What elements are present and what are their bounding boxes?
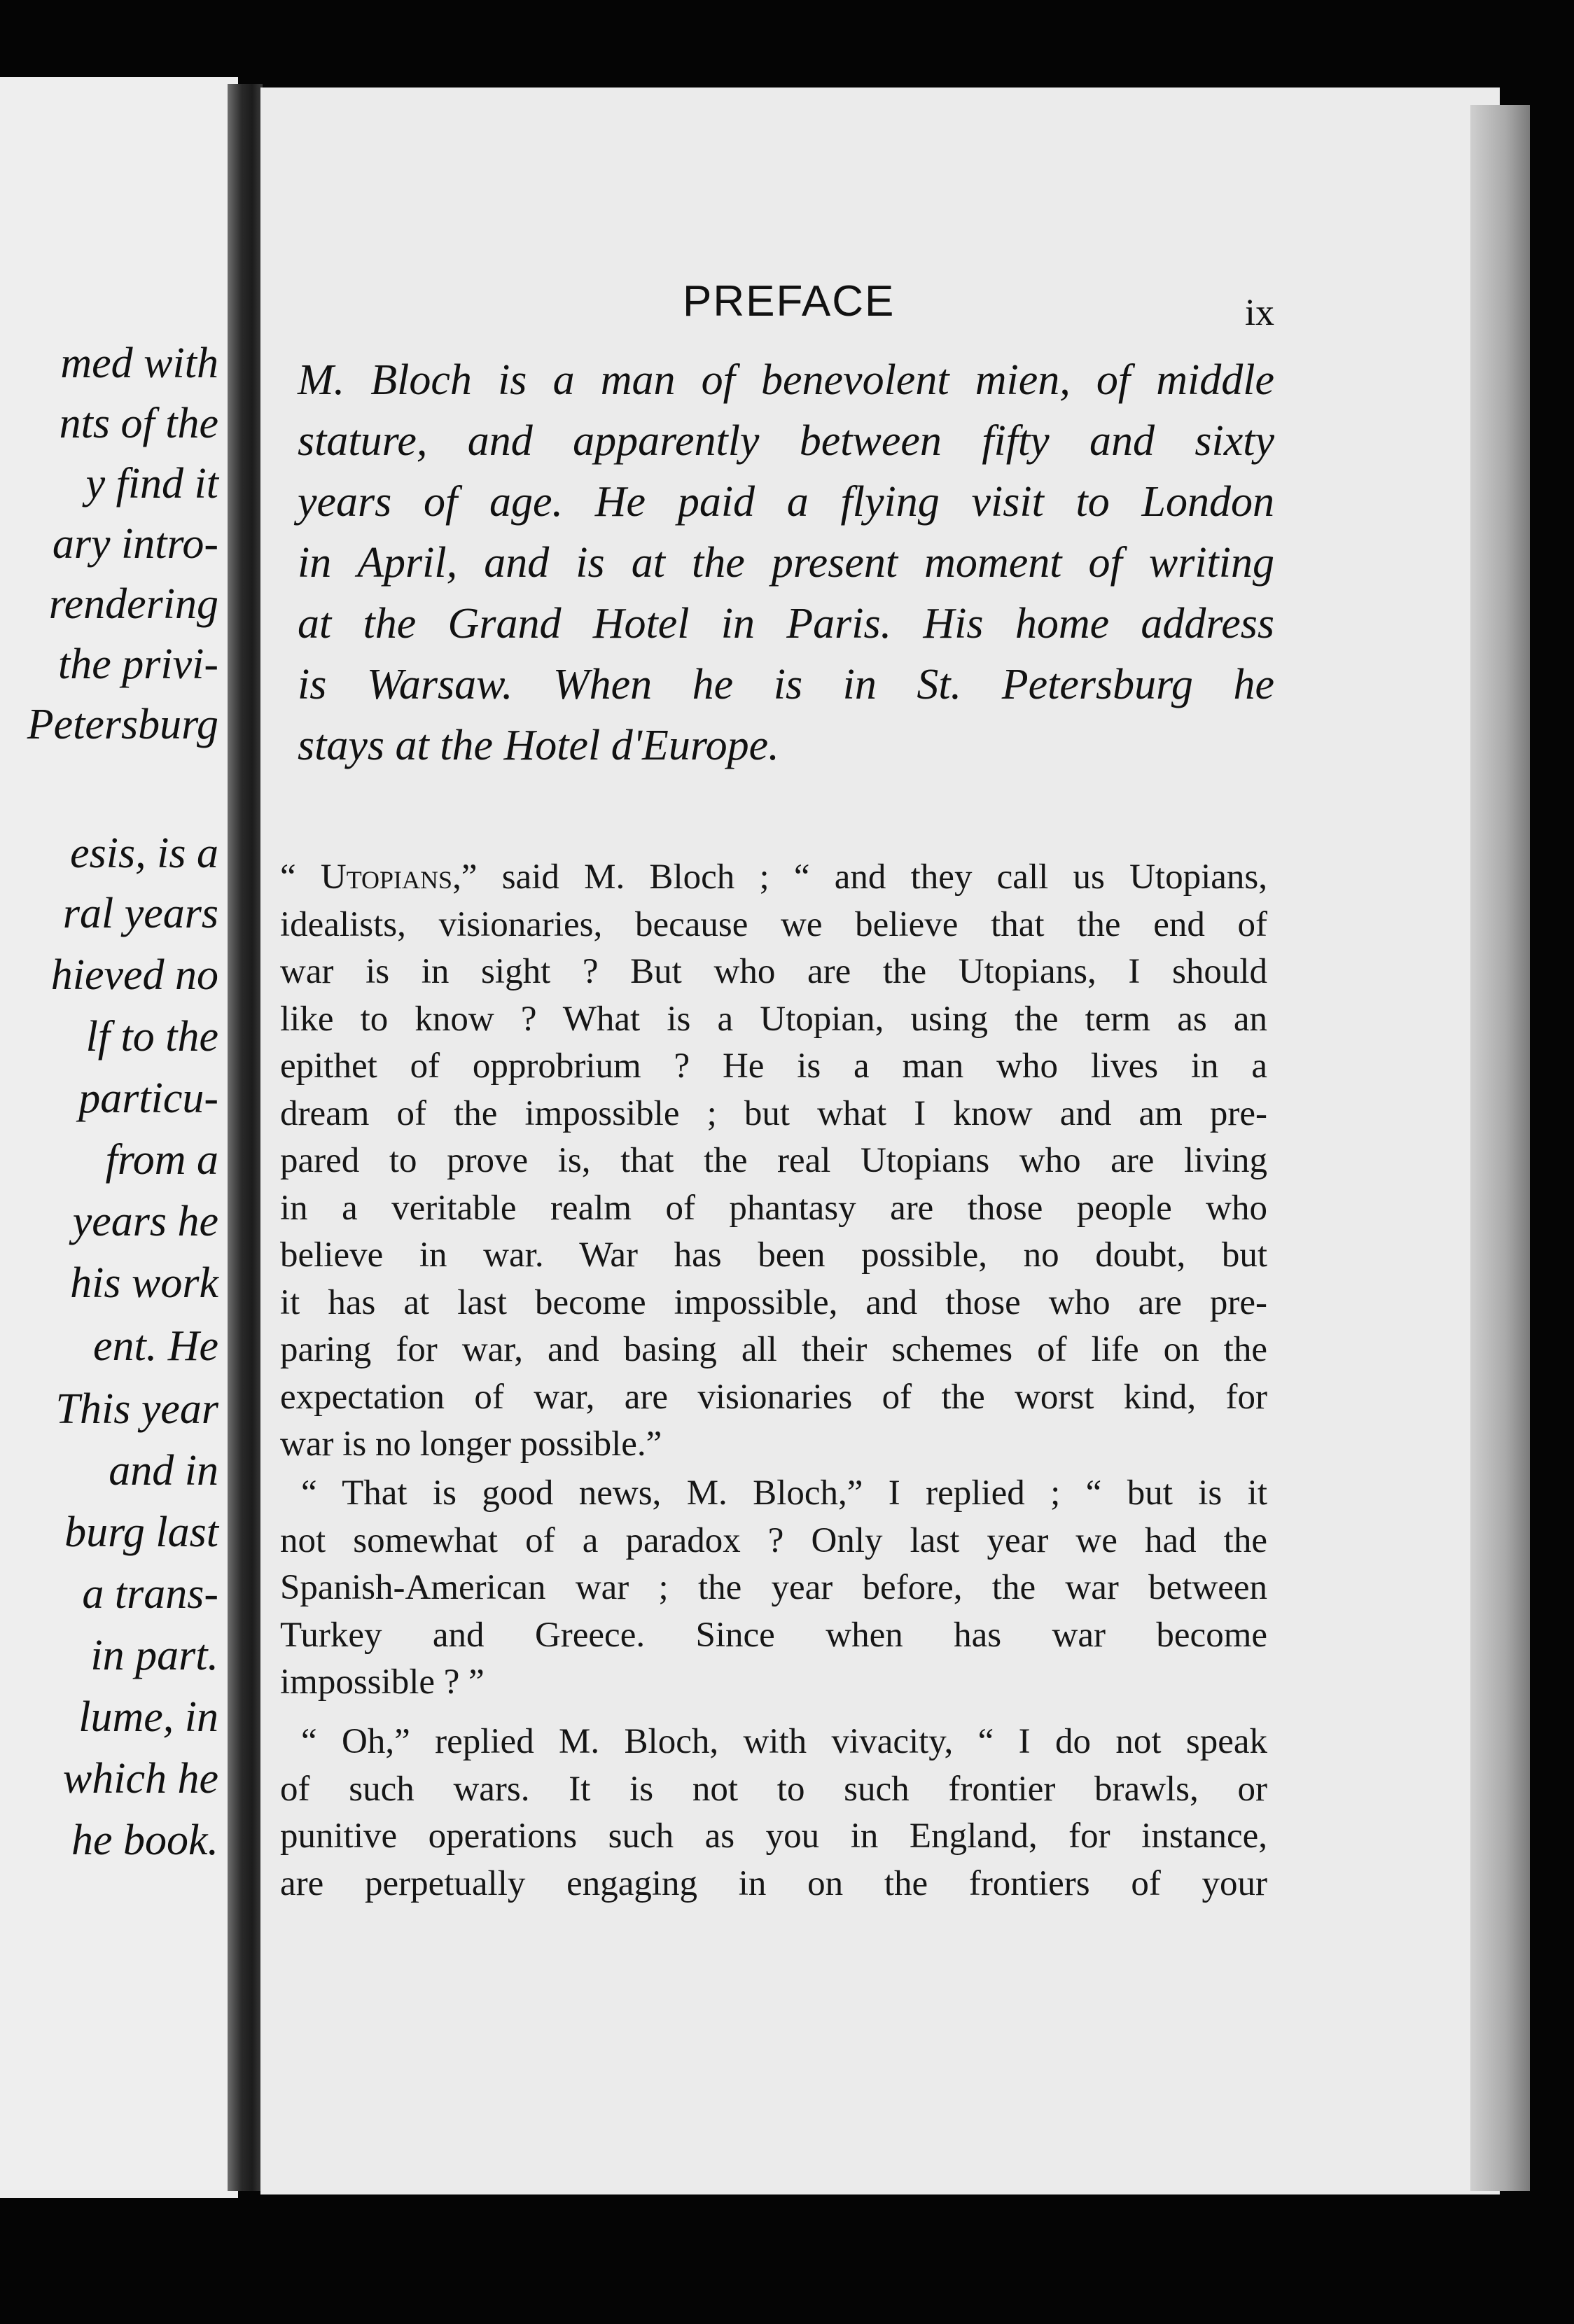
text-line: not somewhat of a paradox ? Only last year we had the (280, 1520, 1267, 1560)
text-line: believe in war. War has been possible, no doubt, but (280, 1236, 1267, 1275)
left-page (0, 77, 238, 2198)
intro-italic-paragraph (298, 350, 1274, 776)
left-page-fragment: ent. He (92, 1322, 218, 1370)
left-page-fragment: hieved no (50, 951, 218, 999)
left-page-fragment: particu- (78, 1074, 218, 1122)
left-page-fragment: y find it (85, 460, 218, 507)
body-paragraph-2 (280, 1470, 1267, 1707)
left-page-fragment: med with (60, 340, 218, 387)
text-line: like to know ? What is a Utopian, using the term as an (280, 999, 1267, 1039)
text-line: expectation of war, are visionaries of the worst kind, for (280, 1377, 1267, 1417)
text-line: of such wars. It is not to such frontier brawls, or (280, 1769, 1267, 1809)
left-page-fragment: rendering (48, 580, 218, 628)
left-page-fragment: lume, in (78, 1693, 218, 1741)
text-line: in a veritable realm of phantasy are those people who (280, 1188, 1267, 1228)
left-page-fragment: he book. (71, 1816, 218, 1864)
left-page-fragment: a trans- (82, 1570, 218, 1618)
left-page-fragment: ary intro- (52, 520, 218, 568)
paragraph-lead: “ Utopians,” (280, 858, 478, 897)
text-line: dream of the impossible ; but what I know and am pre- (280, 1093, 1267, 1133)
text-line: idealists, visionaries, because we believe that the end of (280, 904, 1267, 944)
left-page-fragment: his work (70, 1259, 218, 1307)
left-page-fragment: from a (105, 1136, 218, 1184)
text-line: years of age. He paid a flying visit to London (298, 478, 1274, 526)
left-page-fragment: nts of the (59, 400, 218, 447)
text-line: stature, and apparently between fifty and sixty (298, 417, 1274, 465)
book-gutter (228, 84, 263, 2191)
text-line: it has at last become impossible, and those who are pre- (280, 1282, 1267, 1322)
left-page-fragment: Petersburg (27, 701, 218, 748)
left-page-fragment: years he (72, 1198, 218, 1245)
left-page-fragment: This year (55, 1385, 218, 1433)
text-line: at the Grand Hotel in Paris. His home address (298, 600, 1274, 648)
page-edge (1470, 105, 1530, 2191)
left-page-fragment: esis, is a (70, 830, 218, 877)
text-line (280, 854, 1267, 902)
text-line: stays at the Hotel d'Europe. (298, 722, 779, 769)
text-line: punitive operations such as you in England, for instance, (280, 1816, 1267, 1856)
text-line: are perpetually engaging in on the frontiers of your (280, 1863, 1267, 1903)
body-paragraph-3 (280, 1718, 1267, 1907)
left-page-fragment: in part. (90, 1632, 218, 1679)
text-line: impossible ? ” (280, 1662, 485, 1702)
left-page-fragment: lf to the (85, 1013, 218, 1060)
text-line: war is no longer possible.” (280, 1424, 662, 1464)
text-line: epithet of opprobrium ? He is a man who lives in a (280, 1046, 1267, 1086)
text-line: Turkey and Greece. Since when has war become (280, 1615, 1267, 1655)
left-page-fragment: ral years (62, 890, 218, 937)
text-line: “ Oh,” replied M. Bloch, with vivacity, “ I do not speak (301, 1722, 1267, 1761)
text-line: paring for war, and basing all their schemes of life on the (280, 1330, 1267, 1369)
text-line: “ That is good news, M. Bloch,” I replied ; “ but is it (301, 1474, 1267, 1513)
left-page-fragment: and in (109, 1447, 218, 1494)
body-paragraph-1 (280, 854, 1267, 1469)
text-line: Spanish-American war ; the year before, the war between (280, 1568, 1267, 1607)
text-span: said M. Bloch ; “ and they call us Utopians, (477, 858, 1268, 897)
text-line: pared to prove is, that the real Utopians who are living (280, 1141, 1267, 1180)
text-line: M. Bloch is a man of benevolent mien, of middle (298, 356, 1274, 404)
text-line: is Warsaw. When he is in St. Petersburg he (298, 661, 1274, 708)
running-header: PREFACE (683, 277, 896, 326)
page-number: ix (1245, 291, 1275, 333)
left-page-fragment: which he (62, 1755, 218, 1802)
text-line: war is in sight ? But who are the Utopians, I should (280, 952, 1267, 991)
left-page-fragment: the privi- (58, 640, 218, 688)
text-line: in April, and is at the present moment of writing (298, 539, 1274, 587)
left-page-fragment: burg last (64, 1508, 218, 1556)
